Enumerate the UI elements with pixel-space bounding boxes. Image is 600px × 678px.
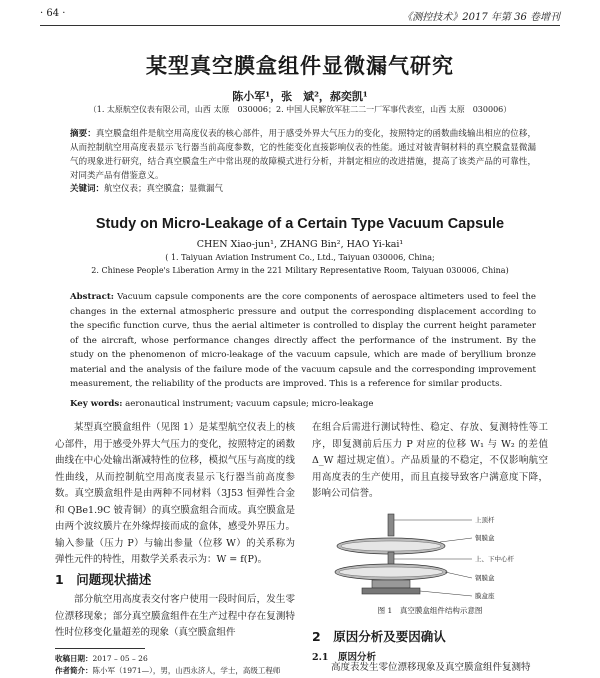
top-rod-shape [388, 514, 394, 536]
figure-1-caption: 图 1 真空膜盒组件结构示意图 [377, 606, 483, 615]
author-bio: 陈小军（1971—），男，山西永济人，学士，高级工程师 [92, 666, 281, 675]
authors-english: CHEN Xiao-jun¹, ZHANG Bin², HAO Yi-kai¹ [196, 239, 404, 250]
body-intro [55, 420, 295, 569]
seat-shape [372, 580, 410, 588]
page-number: · 64 · [40, 8, 66, 19]
title-chinese: 某型真空膜盒组件显微漏气研究 [146, 54, 454, 78]
keywords-chinese [70, 183, 536, 195]
abstract-english-text: Vacuum capsule components are the core components of aerospace altimeters used to feel the changes in the external atmospheric pressure and output the corresponding displacement according to the specific function curve, thus the aerial altimeter is controlled to display the current height parameter of the aircraft, whose performance changes directly affect the performance of the instrument. By the study on the phenomenon of micro-leakage of the vacuum capsule, which are made of beryllium bronze material and the analysis of the failure mode of the vacuum capsule and the corresponding improvement measurement, the reliability of the products are improved. This is a reference for similar products. [70, 292, 537, 389]
section-1-body [55, 592, 295, 642]
right-column-paragraph: 在组合后需进行测试特性、稳定、存放、复测特性等工序，即复测前后压力 P 对应的位移 W₁ 与 W₂ 的差值 Δ_W 超过规定值）。产品质量的不稳定，不仅影响航空用高度表的生产使用，而且直接导致客户满意度下降，影响公司信誉。 [312, 422, 548, 499]
label-center-rod: 上、下中心杆 [475, 555, 514, 563]
keywords-english [70, 398, 536, 410]
title-english: Study on Micro-Leakage of a Certain Type Vacuum Capsule [95, 216, 505, 232]
abstract-english [70, 290, 536, 392]
received-date: 2017 – 05 – 26 [92, 654, 148, 663]
section-2-heading: 2 原因分析及要因确认 [312, 629, 446, 644]
section-1-paragraph: 部分航空用高度表交付客户使用一段时间后，发生零位漂移现象；部分真空膜盒组件在生产过程中存在复测特性时位移变化量超差的现象（真空膜盒组件 [55, 594, 295, 638]
affiliation-english-1: ( 1. Taiyuan Aviation Instrument Co., Ltd., Taiyuan 030006, China; [165, 253, 435, 262]
running-header [40, 8, 560, 24]
keywords-chinese-text: 航空仪表；真空膜盒；显微漏气 [104, 184, 224, 194]
author-bio-label: 作者简介： [55, 666, 93, 675]
header-rule [40, 25, 560, 26]
body-right-column [312, 420, 548, 503]
figure-1 [312, 512, 548, 612]
journal-name: 《测控技术》2017 年第 36 卷增刊 [402, 12, 560, 23]
label-seat: 膜盒座 [475, 592, 495, 600]
intro-paragraph: 某型真空膜盒组件（见图 1）是某型航空仪表上的核心部件，用于感受外界大气压力的变化，按照特定的函数曲线在中心处输出渐减特性的位移，模拟气压与高度的线性曲线，从而控制航空用高度表显示飞行器当前高度参数。真空膜盒组件是由两种不同材料（3J53 恒弹性合金和 QBe1.9C 铍青铜）的真空膜盒组合而成。真空膜盒是由两个波纹膜片在外缘焊接而成的盒体，感受外界压力。输入参量（压力 P）与输出参量（位移 W）的关系称为弹性元件的特性，用数学关系表示为：W = f(P)。 [55, 422, 295, 565]
keywords-english-text: aeronautical instrument; vacuum capsule; micro-leakage [125, 399, 374, 409]
footnote-received [55, 653, 305, 664]
received-label: 收稿日期： [55, 654, 93, 663]
keywords-chinese-label: 关键词： [70, 184, 105, 194]
abstract-chinese-label: 摘要： [70, 129, 96, 139]
abstract-english-label: Abstract: [70, 292, 114, 302]
authors-chinese: 陈小军¹，张 斌²，郝奕凯¹ [232, 90, 368, 103]
footnote-author [55, 665, 305, 676]
subsection-2-1-text: 高度表发生零位漂移现象及真空膜盒组件复测特 [331, 662, 531, 673]
footnote-rule [55, 648, 145, 649]
affiliation-english-2: 2. Chinese People's Liberation Army in the 221 Military Representative Room, Taiyuan 030006, China) [91, 266, 509, 275]
label-bronze-capsule: 铜膜盒 [475, 534, 495, 542]
affiliation-chinese: （1. 太原航空仪表有限公司，山西 太原 030006；2. 中国人民解放军驻二二一厂军事代表室，山西 太原 030006） [88, 105, 512, 114]
abstract-chinese [70, 127, 536, 183]
keywords-english-label: Key words: [70, 399, 123, 409]
label-top-rod: 上顶杆 [475, 516, 495, 524]
abstract-chinese-text: 真空膜盒组件是航空用高度仪表的核心部件，用于感受外界大气压力的变化，按照特定的函数曲线输出相应的位移，从而控制航空用高度表显示飞行器当前高度参数，它的性能变化直接影响仪表的性能。通过对铍青铜材料的真空膜盒显微漏气的现象进行研究，结合真空膜盒生产中常出现的故障模式进行分析，并制定相应的改进措施，提高了该类产品的可靠性，对同类产品有借鉴意义。 [70, 129, 536, 181]
label-steel-capsule: 钢膜盒 [475, 574, 495, 582]
section-1-heading: 1 问题现状描述 [55, 572, 152, 587]
subsection-2-1-heading: 2.1 原因分析 [312, 652, 377, 663]
